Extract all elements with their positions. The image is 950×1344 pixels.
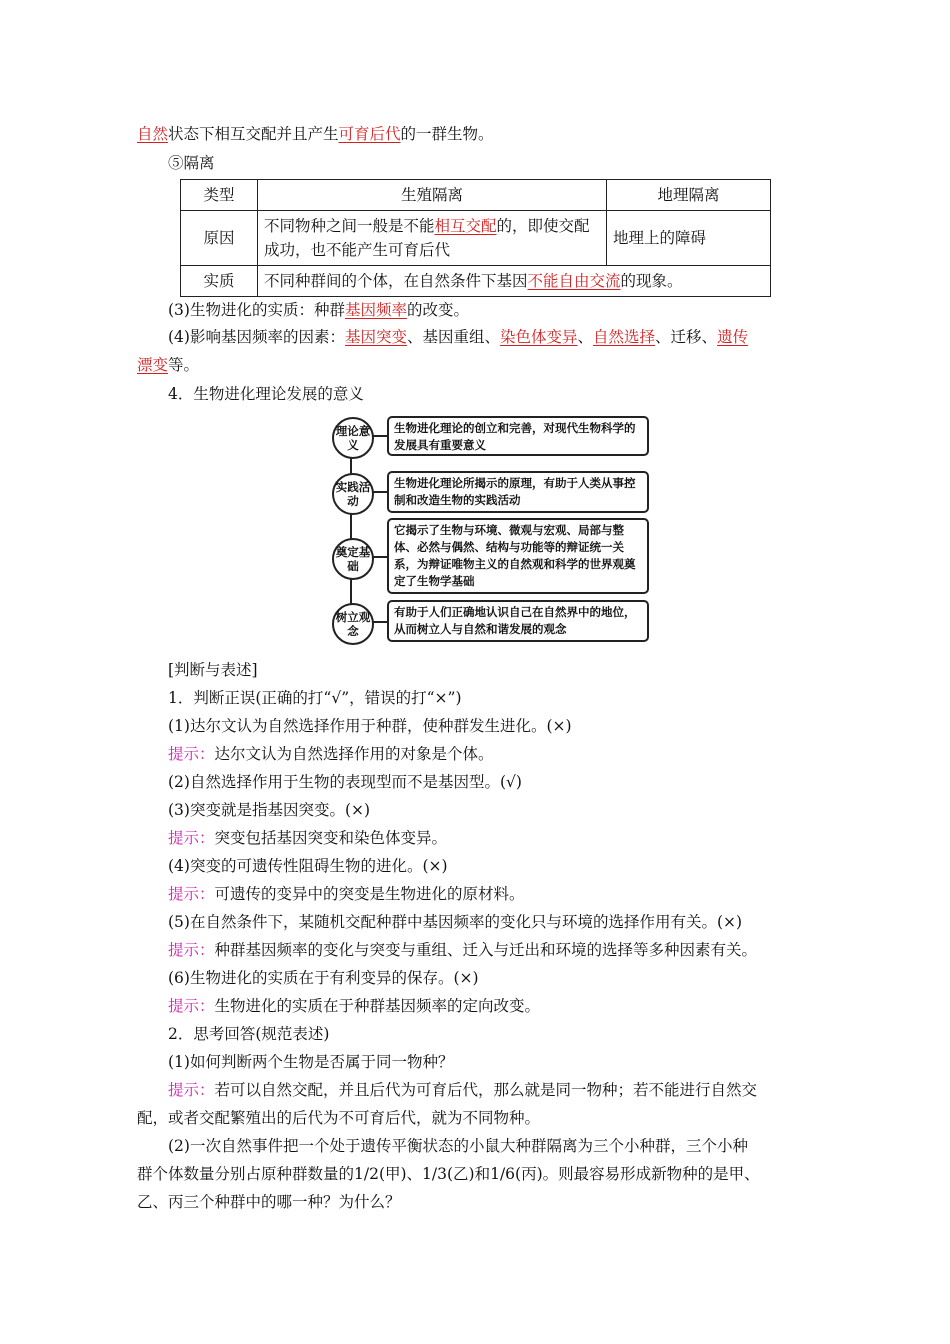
question-3: (3)突变就是指基因突变。(×): [168, 801, 371, 819]
hint-label: 提示：: [168, 829, 215, 847]
hint-6: [168, 996, 540, 1016]
hint-5: [168, 940, 757, 960]
table-row: [181, 211, 771, 266]
q1-title: 1．判断正误(正确的打“√”，错误的打“×”): [168, 689, 462, 707]
question-5: (5)在自然条件下，某随机交配种群中基因频率的变化只与环境的选择作用有关。(×): [168, 913, 743, 931]
hint-text: 突变包括基因突变和染色体变异。: [214, 829, 448, 847]
hint-label: 提示：: [168, 997, 215, 1015]
text: (4)影响基因频率的因素：: [168, 328, 345, 346]
isolation-heading: ⑤隔离: [168, 154, 215, 172]
factors-line: [168, 327, 748, 347]
hint-label: 提示：: [168, 1081, 215, 1099]
hint-2-1-cont: 配，或者交配繁殖出的后代为不可育后代，就为不同物种。: [137, 1109, 541, 1127]
hint-text: 种群基因频率的变化与突变与重组、迁入与迁出和环境的选择等多种因素有关。: [214, 941, 758, 959]
reason-reproductive: [258, 211, 607, 266]
keyword-no-exchange: 不能自由交流: [527, 272, 621, 290]
table-header: 类型: [181, 180, 258, 211]
text: 的改变。: [406, 301, 469, 319]
text: 的一群生物。: [400, 125, 494, 143]
table-row: [181, 180, 771, 211]
hint-4: [168, 884, 525, 904]
node-concept: 树立观念: [332, 603, 374, 645]
node-practice: 实践活动: [332, 473, 374, 515]
hint-3: [168, 828, 447, 848]
row-label-essence: 实质: [181, 266, 258, 297]
keyword-drift: 漂变: [137, 356, 169, 374]
hint-text: 生物进化的实质在于种群基因频率的定向改变。: [214, 997, 541, 1015]
keyword-gene-frequency: 基因频率: [344, 301, 407, 319]
hint-1: [168, 744, 494, 764]
table-header: 生殖隔离: [258, 180, 607, 211]
text: 不同种群间的个体，在自然条件下基因: [264, 272, 528, 290]
factors-line-cont: [137, 355, 199, 375]
keyword-mate: 相互交配: [434, 217, 497, 235]
hint-label: 提示：: [168, 745, 215, 763]
node-theory: 理论意义: [332, 417, 374, 459]
text: 、基因重组、: [406, 328, 500, 346]
hint-label: 提示：: [168, 885, 215, 903]
question-2-2-cont: 群个体数量分别占原种群数量的1/2(甲)、1/3(乙)和1/6(丙)。则最容易形成新物种的是甲、: [137, 1165, 760, 1183]
question-2-2: (2)一次自然事件把一个处于遗传平衡状态的小鼠大种群隔离为三个小种群，三个小种: [168, 1137, 748, 1155]
keyword-chromosome: 染色体变异: [500, 328, 578, 346]
hint-text: 可遗传的变异中的突变是生物进化的原材料。: [214, 885, 525, 903]
isolation-table: [180, 179, 771, 297]
question-4: (4)突变的可遗传性阻碍生物的进化。(×): [168, 857, 448, 875]
text: 不同物种之间一般是不能: [264, 217, 435, 235]
keyword-mutation: 基因突变: [344, 328, 407, 346]
node-foundation: 奠定基础: [332, 538, 374, 580]
text: 的，即使交配成功，也不能产生可育后代: [264, 217, 590, 259]
keyword-natural: 自然: [137, 125, 169, 143]
question-2: (2)自然选择作用于生物的表现型而不是基因型。(√): [168, 773, 522, 791]
table-header: 地理隔离: [607, 180, 771, 211]
hint-label: 提示：: [168, 941, 215, 959]
q2-title: 2．思考回答(规范表述): [168, 1025, 330, 1043]
judge-heading: [判断与表述]: [168, 661, 258, 679]
text: 、迁移、: [655, 328, 718, 346]
keyword-drift: 遗传: [717, 328, 749, 346]
text: (3)生物进化的实质：种群: [168, 301, 345, 319]
box-theory: 生物进化理论的创立和完善，对现代生物科学的发展具有重要意义: [387, 416, 649, 456]
keyword-fertile-offspring: 可育后代: [338, 125, 401, 143]
question-2-2-end: 乙、丙三个种群中的哪一种？为什么？: [137, 1193, 401, 1211]
text: 、: [577, 328, 594, 346]
box-practice: 生物进化理论所揭示的原理，有助于人类从事控制和改造生物的实践活动: [387, 471, 649, 513]
significance-diagram: [330, 414, 660, 646]
keyword-selection: 自然选择: [593, 328, 656, 346]
evolution-essence-line: [168, 300, 469, 320]
text: 状态下相互交配并且产生: [168, 125, 339, 143]
text: 等。: [168, 356, 200, 374]
table-row: [181, 266, 771, 297]
section-4-title: 4．生物进化理论发展的意义: [168, 385, 364, 403]
question-1: (1)达尔文认为自然选择作用于种群，使种群发生进化。(×): [168, 717, 572, 735]
box-foundation: 它揭示了生物与环境、微观与宏观、局部与整体、必然与偶然、结构与功能等的辩证统一关系，为辩证唯物主义的自然观和科学的世界观奠定了生物学基础: [387, 518, 649, 594]
species-definition-line: [137, 124, 494, 144]
box-concept: 有助于人们正确地认识自己在自然界中的地位，从而树立人与自然和谐发展的观念: [387, 600, 649, 642]
hint-text: 达尔文认为自然选择作用的对象是个体。: [214, 745, 494, 763]
question-6: (6)生物进化的实质在于有利变异的保存。(×): [168, 969, 479, 987]
hint-2-1: [168, 1080, 757, 1100]
reason-geographic: 地理上的障碍: [607, 211, 771, 266]
row-label-reason: 原因: [181, 211, 258, 266]
text: 的现象。: [620, 272, 683, 290]
hint-text: 若可以自然交配，并且后代为可育后代，那么就是同一物种；若不能进行自然交: [214, 1081, 758, 1099]
question-2-1: (1)如何判断两个生物是否属于同一物种？: [168, 1053, 454, 1071]
essence-cell: [258, 266, 771, 297]
